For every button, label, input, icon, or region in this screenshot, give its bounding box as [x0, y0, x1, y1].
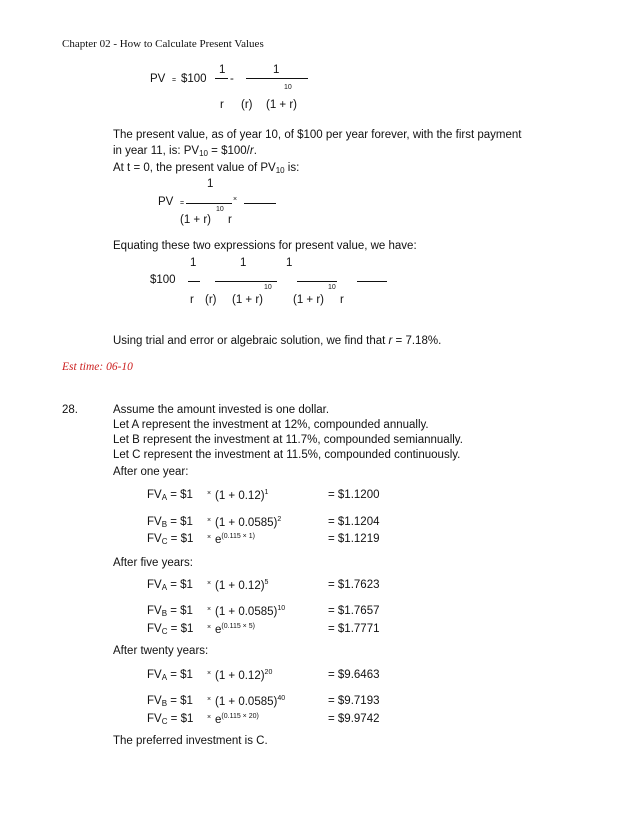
fv-operator: × — [207, 517, 212, 524]
q28-line-3: Let B represent the investment at 11.7%, compounded semiannually. — [113, 434, 463, 446]
eq2-one: 1 — [207, 178, 214, 190]
eq3-frac-bar-b — [215, 281, 277, 282]
fv-lhs: $FV_C$ = $1 — [147, 623, 194, 636]
eq1-one-b: 1 — [273, 64, 280, 76]
fv-operator: × — [207, 670, 212, 677]
fv-lhs: $FV_B$ = $1 — [147, 695, 193, 708]
fv-result: = $9.7193 — [328, 695, 380, 707]
paragraph-1-line-2: in year 11, is: $PV_{10}$ = $100/r. — [113, 145, 257, 158]
fv-lhs: $FV_A$ = $1 — [147, 489, 193, 502]
eq1-den-r: r — [220, 99, 224, 111]
eq1-one-a: 1 — [219, 64, 226, 76]
eq1-pv: PV — [150, 73, 166, 85]
fv-expression: $e^{(0.115 \times 20)}$ — [215, 713, 259, 726]
eq3-one-b: 1 — [240, 257, 247, 269]
fv-operator: × — [207, 624, 212, 631]
fv-operator: × — [207, 490, 212, 497]
fv-lhs: $FV_C$ = $1 — [147, 713, 194, 726]
fv-result: = $9.9742 — [328, 713, 380, 725]
fv-result: = $1.7657 — [328, 605, 380, 617]
conclusion: The preferred investment is C. — [113, 735, 268, 747]
eq3-den-paren-b: (1 + r) — [293, 294, 324, 306]
eq2-frac-bar — [186, 203, 232, 204]
eq1-frac-bar-b — [246, 78, 308, 79]
paragraph-1-line-1: The present value, as of year 10, of $100 per year forever, with the first payment — [113, 129, 522, 141]
fv-lhs: $FV_A$ = $1 — [147, 669, 193, 682]
fv-lhs: $FV_C$ = $1 — [147, 533, 194, 546]
eq3-one-a: 1 — [190, 257, 197, 269]
eq1-equals: = — [172, 77, 177, 84]
q28-line-1: Assume the amount invested is one dollar. — [113, 404, 330, 416]
fv-expression: $(1 + 0.0585)^{10}$ — [215, 605, 286, 618]
paragraph-4: Using trial and error or algebraic solution, we find that r = 7.18%. — [113, 335, 442, 347]
fv-operator: × — [207, 606, 212, 613]
eq3-den-r: r — [190, 294, 194, 306]
eq3-frac-bar-d — [357, 281, 387, 282]
eq2-denominator: (1 + r) — [180, 214, 211, 226]
eq1-amount: $100 — [181, 73, 207, 85]
after-twenty-years-label: After twenty years: — [113, 645, 209, 657]
paragraph-2: At t = 0, the present value of $PV_{10}$ is: — [113, 162, 300, 175]
eq3-exponent-a: 10 — [264, 284, 272, 291]
fv-expression: $e^{(0.115 \times 5)}$ — [215, 623, 255, 636]
eq1-minus: - — [230, 73, 234, 85]
eq3-exponent-b: 10 — [328, 284, 336, 291]
eq1-den-paren: (1 + r) — [266, 99, 297, 111]
fv-operator: × — [207, 580, 212, 587]
fv-expression: $(1 + 0.12)^{20}$ — [215, 669, 273, 682]
page-header: Chapter 02 - How to Calculate Present Values — [62, 38, 264, 50]
eq3-den-pr: (r) — [205, 294, 217, 306]
fv-lhs: $FV_B$ = $1 — [147, 605, 193, 618]
eq3-amount: $100 — [150, 274, 176, 286]
fv-lhs: $FV_A$ = $1 — [147, 579, 193, 592]
eq2-frac-bar-r — [244, 203, 276, 204]
eq1-exponent: 10 — [284, 84, 292, 91]
fv-result: = $1.1204 — [328, 516, 380, 528]
q28-line-4: Let C represent the investment at 11.5%, compounded continuously. — [113, 449, 461, 461]
eq2-times: × — [233, 196, 238, 203]
eq2-equals: = — [180, 200, 185, 207]
fv-result: = $1.1200 — [328, 489, 380, 501]
fv-result: = $1.7623 — [328, 579, 380, 591]
fv-expression: $(1 + 0.12)^1$ — [215, 489, 269, 502]
fv-operator: × — [207, 714, 212, 721]
eq3-one-c: 1 — [286, 257, 293, 269]
fv-expression: $(1 + 0.0585)^2$ — [215, 516, 282, 529]
fv-operator: × — [207, 696, 212, 703]
eq3-frac-bar-a — [188, 281, 200, 282]
eq2-exponent: 10 — [216, 206, 224, 213]
paragraph-3: Equating these two expressions for present value, we have: — [113, 240, 417, 252]
fv-result: = $1.7771 — [328, 623, 380, 635]
eq3-den-r2: r — [340, 294, 344, 306]
eq1-den-pr: (r) — [241, 99, 253, 111]
after-five-years-label: After five years: — [113, 557, 193, 569]
fv-expression: $e^{(0.115 \times 1)}$ — [215, 533, 255, 546]
fv-lhs: $FV_B$ = $1 — [147, 516, 193, 529]
eq2-r: r — [228, 214, 232, 226]
after-one-year-label: After one year: — [113, 466, 189, 478]
q28-line-2: Let A represent the investment at 12%, compounded annually. — [113, 419, 429, 431]
question-number: 28. — [62, 404, 78, 416]
eq3-den-paren-a: (1 + r) — [232, 294, 263, 306]
eq1-frac-bar-a — [215, 78, 228, 79]
est-time: Est time: 06-10 — [62, 361, 133, 373]
eq3-frac-bar-c — [297, 281, 337, 282]
fv-operator: × — [207, 534, 212, 541]
fv-expression: $(1 + 0.0585)^{40}$ — [215, 695, 286, 708]
fv-result: = $9.6463 — [328, 669, 380, 681]
fv-result: = $1.1219 — [328, 533, 380, 545]
fv-expression: $(1 + 0.12)^5$ — [215, 579, 269, 592]
eq2-pv: PV — [158, 196, 174, 208]
